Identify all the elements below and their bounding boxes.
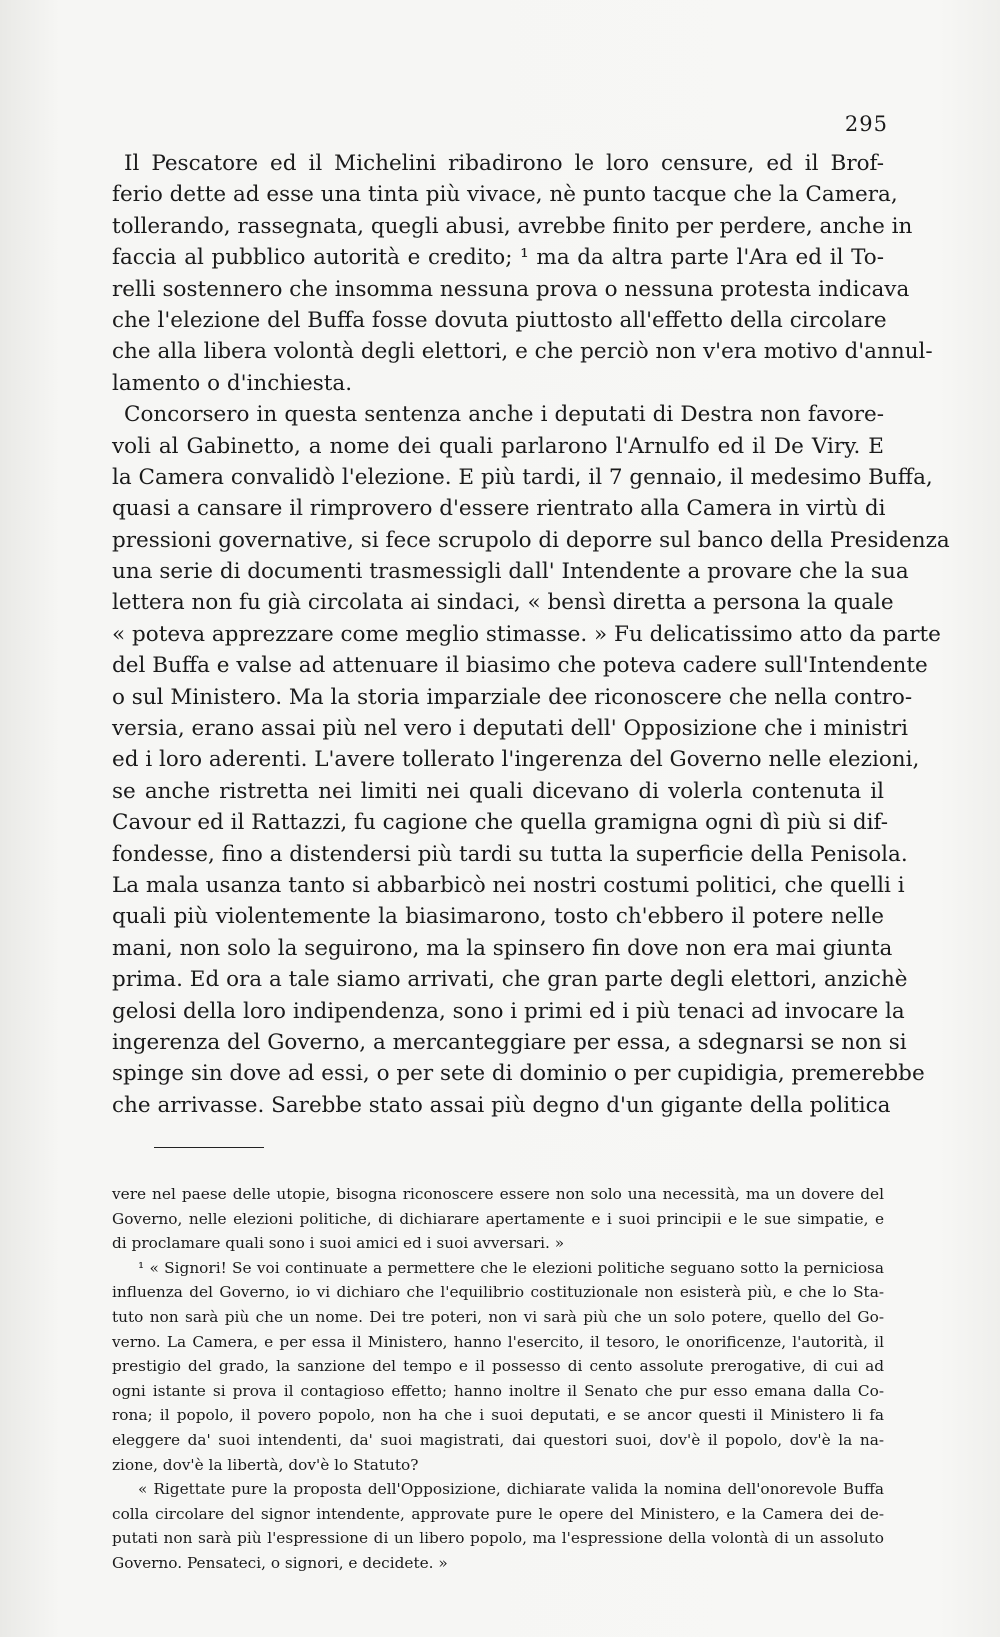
text-line: ingerenza del Governo, a mercanteggiare per essa, a sdegnarsi se non si bbox=[112, 1029, 907, 1055]
text-line: una serie di documenti trasmessigli dall' Intendente a provare che la sua bbox=[112, 559, 909, 585]
text-line: voli al Gabinetto, a nome dei quali parlarono l'Arnulfo ed il De Viry. E bbox=[112, 433, 884, 459]
footnote-line: verno. La Camera, e per essa il Ministero, hanno l'esercito, il tesoro, le onorificenze, l'autorità, il bbox=[112, 1332, 884, 1351]
text-line: Il Pescatore ed il Michelini ribadirono le loro censure, ed il Brof- bbox=[124, 151, 884, 176]
footnote-line: eleggere da' suoi intendenti, da' suoi magistrati, dai questori suoi, dov'è il popolo, dov'è la na- bbox=[112, 1430, 884, 1449]
text-line: « poteva apprezzare come meglio stimasse. » Fu delicatissimo atto da parte bbox=[112, 621, 941, 647]
text-line: ed i loro aderenti. L'avere tollerato l'ingerenza del Governo nelle elezioni, bbox=[112, 747, 920, 773]
text-line: fondesse, fino a distendersi più tardi su tutta la superficie della Penisola. bbox=[112, 841, 908, 867]
text-line: relli sostennero che insomma nessuna prova o nessuna protesta indicava bbox=[112, 276, 910, 302]
page-number: 295 bbox=[844, 112, 888, 136]
footnote-line: di proclamare quali sono i suoi amici ed i suoi avversari. » bbox=[112, 1234, 565, 1253]
text-line: versia, erano assai più nel vero i deputati dell' Opposizione che i ministri bbox=[112, 716, 909, 742]
text-line: che alla libera volontà degli elettori, e che perciò non v'era motivo d'annul- bbox=[112, 339, 933, 365]
text-line: mani, non solo la seguirono, ma la spinsero fin dove non era mai giunta bbox=[112, 935, 893, 961]
footnote-line: ¹ « Signori! Se voi continuate a permettere che le elezioni politiche seguano sotto la perniciosa bbox=[138, 1258, 884, 1277]
text-line: prima. Ed ora a tale siamo arrivati, che gran parte degli elettori, anzichè bbox=[112, 967, 908, 993]
footnote-line: vere nel paese delle utopie, bisogna riconoscere essere non solo una necessità, ma un dovere del bbox=[112, 1185, 884, 1203]
main-text bbox=[112, 148, 950, 1121]
text-line: gelosi della loro indipendenza, sono i primi ed i più tenaci ad invocare la bbox=[112, 998, 905, 1024]
text-line: faccia al pubblico autorità e credito; ¹ ma da altra parte l'Ara ed il To- bbox=[112, 245, 884, 271]
text-line: lamento o d'inchiesta. bbox=[112, 370, 353, 396]
footnote-line: colla circolare del signor intendente, approvate pure le opere del Ministero, e la Camera dei de- bbox=[112, 1504, 884, 1523]
text-line: se anche ristretta nei limiti nei quali dicevano di volerla contenuta il bbox=[112, 778, 884, 804]
text-line: Concorsero in questa sentenza anche i deputati di Destra non favore- bbox=[124, 402, 884, 428]
text-line: Cavour ed il Rattazzi, fu cagione che quella gramigna ogni dì più si dif- bbox=[112, 810, 888, 836]
text-line: che arrivasse. Sarebbe stato assai più degno d'un gigante della politica bbox=[112, 1092, 891, 1118]
footnote-line: influenza del Governo, io vi dichiaro che l'equilibrio costituzionale non esisterà più, e che lo Sta- bbox=[112, 1283, 884, 1302]
text-line: ferio dette ad esse una tinta più vivace, nè punto tacque che la Camera, bbox=[112, 182, 898, 208]
text-line: pressioni governative, si fece scrupolo di deporre sul banco della Presidenza bbox=[112, 527, 950, 553]
footnote-divider bbox=[154, 1147, 264, 1148]
text-line: o sul Ministero. Ma la storia imparziale dee riconoscere che nella contro- bbox=[112, 684, 913, 710]
text-line: che l'elezione del Buffa fosse dovuta piuttosto all'effetto della circolare bbox=[112, 307, 887, 333]
text-line: tollerando, rassegnata, quegli abusi, avrebbe finito per perdere, anche in bbox=[112, 213, 913, 239]
footnote-line: Governo, nelle elezioni politiche, di dichiarare apertamente e i suoi principii e le sue simpatie, e bbox=[112, 1209, 884, 1228]
text-line: la Camera convalidò l'elezione. E più tardi, il 7 gennaio, il medesimo Buffa, bbox=[112, 464, 933, 490]
footnotes bbox=[112, 1182, 884, 1576]
footnote-line: Governo. Pensateci, o signori, e decidete. » bbox=[112, 1553, 448, 1572]
text-line: del Buffa e valse ad attenuare il biasimo che poteva cadere sull'Intendente bbox=[112, 653, 928, 679]
text-line: quali più violentemente la biasimarono, tosto ch'ebbero il potere nelle bbox=[112, 904, 884, 930]
text-line: quasi a cansare il rimprovero d'essere rientrato alla Camera in virtù di bbox=[112, 496, 886, 522]
footnote-line: ogni istante si prova il contagioso effetto; hanno inoltre il Senato che pur esso emana dalla Co- bbox=[112, 1381, 884, 1400]
footnote-line: zione, dov'è la libertà, dov'è lo Statuto? bbox=[112, 1455, 419, 1474]
footnote-line: rona; il popolo, il povero popolo, non ha che i suoi deputati, e se ancor questi il Ministero li fa bbox=[112, 1406, 884, 1425]
footnote-line: « Rigettate pure la proposta dell'Opposizione, dichiarate valida la nomina dell'onorevole Buffa bbox=[138, 1480, 884, 1499]
text-line: La mala usanza tanto si abbarbicò nei nostri costumi politici, che quelli i bbox=[112, 872, 905, 898]
text-line: lettera non fu già circolata ai sindaci, « bensì diretta a persona la quale bbox=[112, 590, 894, 616]
text-line: spinge sin dove ad essi, o per sete di dominio o per cupidigia, premerebbe bbox=[112, 1061, 925, 1087]
footnote-line: prestigio del grado, la sanzione del tempo e il possesso di cento assolute prerogative, di cui ad bbox=[112, 1357, 884, 1376]
footnote-line: putati non sarà più l'espressione di un libero popolo, ma l'espressione della volontà di un assoluto bbox=[112, 1529, 884, 1548]
footnote-line: tuto non sarà più che un nome. Dei tre poteri, non vi sarà più che un solo potere, quello del Go- bbox=[112, 1307, 884, 1326]
